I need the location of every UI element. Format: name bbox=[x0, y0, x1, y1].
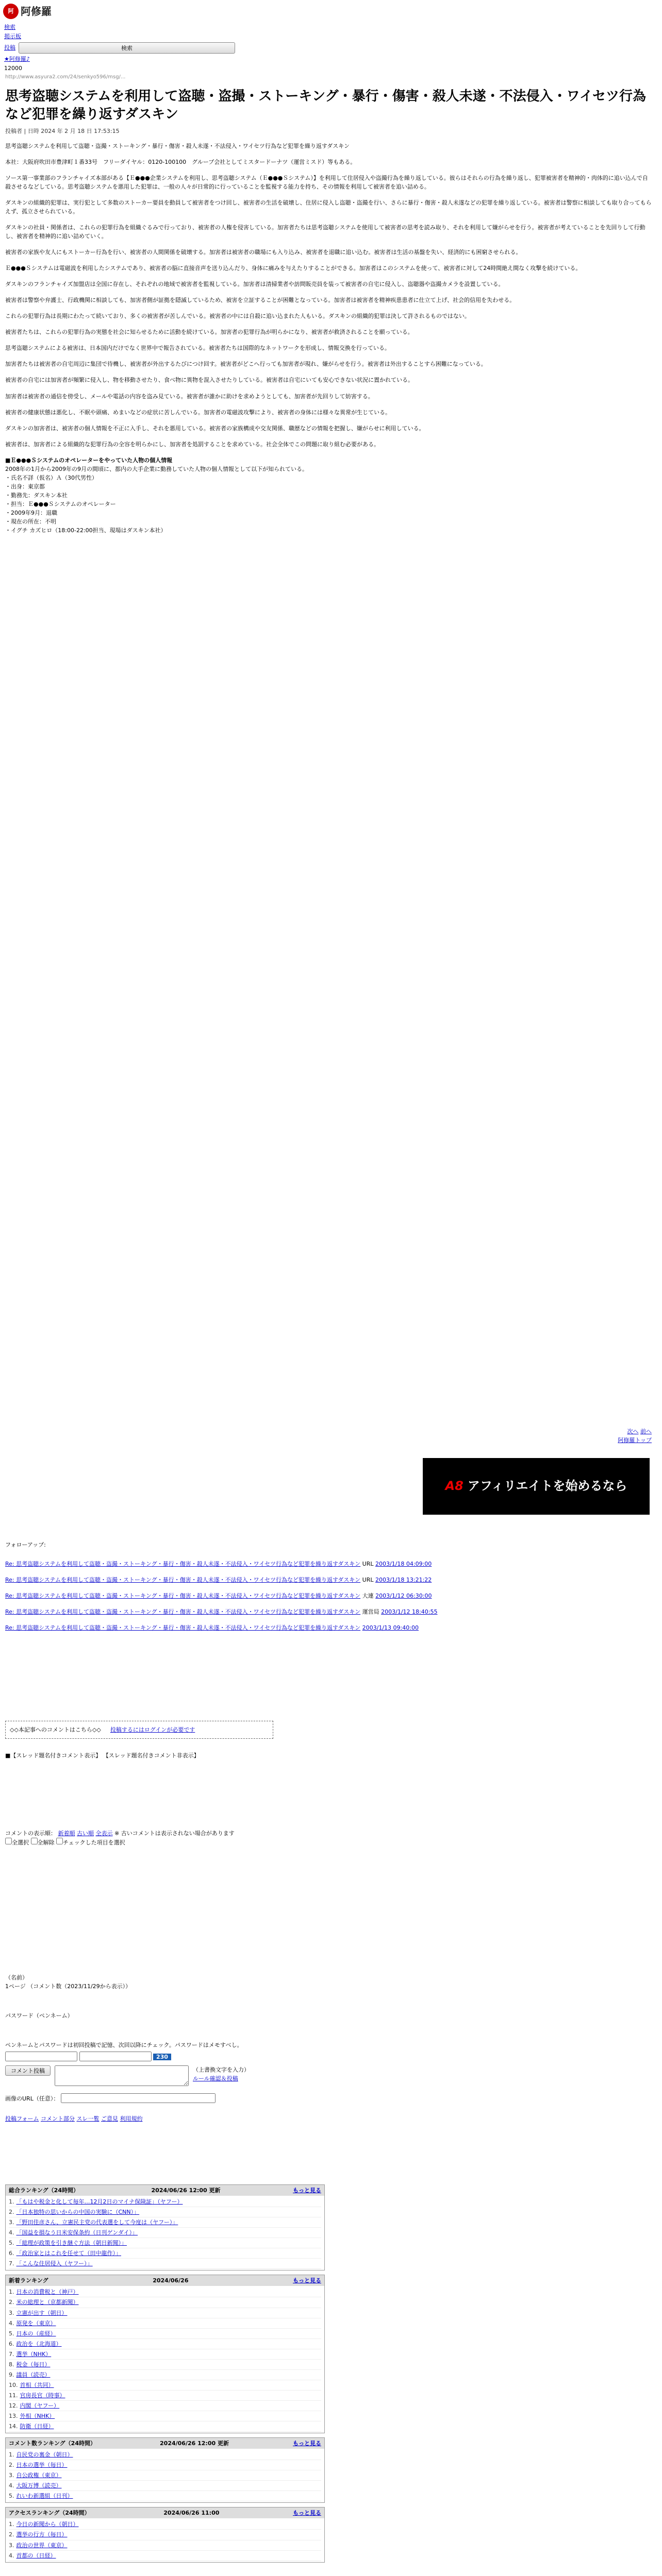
comment-submit-button[interactable]: コメント投稿 bbox=[5, 2065, 51, 2076]
header-link-board[interactable]: 掲示板 bbox=[4, 33, 21, 40]
rank-head bbox=[6, 2185, 324, 2196]
rank-item[interactable]: 3. 自公政権（東京） bbox=[9, 2470, 321, 2481]
rank-item[interactable]: 12. 内閣（ヤフー） bbox=[9, 2401, 321, 2411]
pw-label: パスワード（ペンネーム） bbox=[5, 2012, 73, 2020]
rank-item[interactable]: 11. 官房長官（時事） bbox=[9, 2391, 321, 2401]
comment-section bbox=[5, 1721, 657, 1760]
url-line: http://www.asyura2.com/24/senkyo596/msg/... bbox=[5, 74, 126, 80]
rank-item[interactable]: 9. 議員（読売） bbox=[9, 2370, 321, 2380]
top-search-button[interactable]: 検索 bbox=[19, 42, 235, 54]
follow-item bbox=[5, 1607, 657, 1616]
follow-item bbox=[5, 1623, 657, 1632]
form-link[interactable]: コメント部分 bbox=[40, 2115, 75, 2123]
nav-area bbox=[0, 1427, 662, 1445]
rank-item[interactable]: 2. 米の総理と（京都新聞） bbox=[9, 2297, 321, 2308]
follow-date[interactable]: 2003/1/18 13:21:22 bbox=[375, 1577, 432, 1584]
article-para: 本社：大阪府吹田市豊津町１番33号 フリーダイヤル：0120-100100 グループ会社としてミスタードーナツ（運営ミスド）等もある。 bbox=[5, 158, 356, 165]
rank-title: アクセスランキング（24時間） bbox=[9, 2510, 90, 2517]
checkbox-label: チェックした項目を選択 bbox=[63, 1839, 125, 1846]
prev-link[interactable]: 前へ bbox=[640, 1428, 652, 1435]
follow-author: 運営局 bbox=[362, 1608, 379, 1616]
options-row bbox=[5, 1829, 657, 1838]
rank-item[interactable]: 5. 「総理が政策を引き継ぐ方法（朝日新聞）」 bbox=[9, 2238, 321, 2248]
rank-item[interactable]: 6. 政治を（北海道） bbox=[9, 2339, 321, 2349]
option-old[interactable]: 古い順 bbox=[77, 1830, 94, 1837]
name-label: （名前） bbox=[5, 1974, 28, 1981]
follow-section bbox=[5, 1540, 657, 1639]
rank-item[interactable]: 5. 日本の（産経） bbox=[9, 2329, 321, 2339]
article-para: 被害者の自宅には加害者が頻繁に侵入し、物を移動させたり、食べ物に異物を混入させたりしている。被害者は自宅にいても安心できない状況に置かれている。 bbox=[5, 377, 413, 384]
option-note: ※ 古いコメントは表示されない場合があります bbox=[114, 1830, 235, 1837]
event-line: ・勤務先：ダスキン本社 bbox=[5, 492, 68, 499]
rank-item[interactable]: 3. 政治の世界（東京） bbox=[9, 2540, 321, 2551]
rank-item[interactable]: 14. 防衛（日経） bbox=[9, 2421, 321, 2432]
rank-item[interactable]: 4. 「国益を損なう日米安保条約（日刊ゲンダイ）」 bbox=[9, 2228, 321, 2238]
rank-item[interactable]: 7. 選挙（NHK） bbox=[9, 2349, 321, 2360]
rank-head bbox=[6, 2507, 324, 2518]
header-link-search[interactable]: 検索 bbox=[4, 24, 15, 31]
header-links bbox=[0, 23, 662, 32]
form-link[interactable]: 投稿フォーム bbox=[5, 2115, 39, 2123]
checkbox-row bbox=[5, 1838, 657, 1847]
rank-item[interactable]: 4. 原発を（東京） bbox=[9, 2318, 321, 2329]
logo-bar bbox=[0, 0, 662, 23]
ad-text: アフィリエイトを始めるなら bbox=[467, 1479, 627, 1494]
follow-link[interactable]: Re: 思考盗聴システムを利用して盗聴・盗撮・ストーキング・暴行・傷害・殺人未遂・不法侵入・ワイセツ行為など犯罪を繰り返すダスキン bbox=[5, 1592, 361, 1600]
breadcrumb[interactable]: ★阿修羅♪ bbox=[4, 56, 30, 63]
follow-date[interactable]: 2003/1/13 09:40:00 bbox=[362, 1624, 419, 1632]
follow-date[interactable]: 2003/1/12 18:40:55 bbox=[381, 1608, 438, 1616]
sub-row bbox=[0, 64, 662, 73]
event-line: ・現在の所在：不明 bbox=[5, 518, 56, 526]
name-row bbox=[5, 1973, 657, 1982]
article-para: 思考盗聴システムを利用して盗聴・盗撮・ストーキング・暴行・傷害・殺人未遂・不法侵入・ワイセツ行為など犯罪を繰り返すダスキン bbox=[5, 142, 350, 149]
rank-box-comments bbox=[5, 2437, 325, 2503]
pw-inputs bbox=[5, 2052, 657, 2061]
post-meta: 投稿者 | 日時 2024 年 2 月 18 日 17:53:15 bbox=[5, 127, 120, 134]
rank-item[interactable]: 1. 日本の消費税と（神戸） bbox=[9, 2287, 321, 2297]
rank-updated: 2024/06/26 12:00 更新 bbox=[151, 2187, 221, 2194]
next-link[interactable]: 次へ bbox=[627, 1428, 639, 1435]
article-body bbox=[0, 142, 657, 535]
follow-date[interactable]: 2003/1/12 06:30:00 bbox=[375, 1592, 432, 1600]
nav-links bbox=[0, 1427, 662, 1445]
follow-link[interactable]: Re: 思考盗聴システムを利用して盗聴・盗撮・ストーキング・暴行・傷害・殺人未遂・不法侵入・ワイセツ行為など犯罪を繰り返すダスキン bbox=[5, 1608, 361, 1616]
article-para: ソース第一事業部のフランチャイズ本部がある【Ｅ●●●企業システムを利用し、思考盗聴システム（Ｅ●●●Ｓシステム）】を利用して住居侵入や盗撮行為を繰り返している。彼らはそれらの行為を繰り返し、犯罪被害者を精神的・肉体的に追い込んで自殺させるなどしている。思考盗聴システムを悪用した犯罪は、一般の人々が日常的に行っていることを監視する能力を持ち、その情報を利用して被害者を追い詰める。 bbox=[5, 174, 648, 190]
follow-link[interactable]: Re: 思考盗聴システムを利用して盗聴・盗撮・ストーキング・暴行・傷害・殺人未遂・不法侵入・ワイセツ行為など犯罪を繰り返すダスキン bbox=[5, 1577, 361, 1584]
count-value: 1ページ bbox=[5, 1983, 26, 1990]
home-link[interactable]: 阿修羅トップ bbox=[618, 1437, 652, 1444]
form-link[interactable]: 利用規約 bbox=[120, 2115, 143, 2123]
rank-item[interactable]: 4. 大阪万博（読売） bbox=[9, 2481, 321, 2491]
option-all[interactable]: 全表示 bbox=[95, 1830, 113, 1837]
pw-row bbox=[5, 2011, 657, 2020]
follow-author: 大連 bbox=[362, 1592, 374, 1600]
password-input[interactable] bbox=[79, 2052, 152, 2061]
follow-date[interactable]: 2003/1/18 04:09:00 bbox=[375, 1561, 432, 1568]
article-para: 被害者は、加害者による組織的な犯罪行為の全容を明らかにし、加害者を処罰することを求めている。社会全体でこの問題に取り組む必要がある。 bbox=[5, 440, 379, 448]
rank-item[interactable]: 3. 「野田佳彦さん、立憲民主党の代表選をして今度は（ヤフー）」 bbox=[9, 2217, 321, 2228]
event-line: ・担当：Ｅ●●●Ｓシステムのオペレーター bbox=[5, 500, 116, 507]
sub-count: 12000 bbox=[4, 65, 22, 72]
rank-box-overall bbox=[5, 2184, 325, 2270]
events-block bbox=[5, 456, 652, 535]
follow-author: URL bbox=[362, 1577, 374, 1584]
rank-more[interactable]: もっと見る bbox=[293, 2187, 321, 2194]
rank-item[interactable]: 1. 今日の新聞から（朝日） bbox=[9, 2519, 321, 2530]
comment-textarea[interactable] bbox=[55, 2065, 189, 2086]
follow-link[interactable]: Re: 思考盗聴システムを利用して盗聴・盗撮・ストーキング・暴行・傷害・殺人未遂・不法侵入・ワイセツ行為など犯罪を繰り返すダスキン bbox=[5, 1561, 361, 1568]
ad-mark: A8 bbox=[445, 1479, 464, 1494]
deselect-checkbox[interactable] bbox=[31, 1838, 38, 1844]
checked-items-checkbox[interactable] bbox=[56, 1838, 63, 1844]
event-line: ・2009年9月：退職 bbox=[5, 510, 57, 516]
event-line: ・イグチ カズヒロ（18:00-22:00担当、現場はダスキン本社） bbox=[5, 527, 167, 534]
page-title: 思考盗聴システムを利用して盗聴・盗撮・ストーキング・暴行・傷害・殺人未遂・不法侵入・ワイセツ行為など犯罪を繰り返すダスキン bbox=[5, 88, 647, 122]
article-para: 被害者の健康状態は悪化し、不眠や頭痛、めまいなどの症状に苦しんでいる。加害者の電磁波攻撃により、被害者の身体には様々な異常が生じている。 bbox=[5, 409, 391, 416]
article-para: ダスキンの組織的犯罪は、実行犯として多数のストーカー要員を動員して被害者をつけ回し、被害者の生活を破壊し、住居に侵入し盗聴・盗撮を行い、さらに暴行・傷害・殺人未遂などの犯罪を繰り返している。被害者は警察に相談しても取り合ってもらえず、孤立させられている。 bbox=[5, 199, 652, 215]
event-line: ■Ｅ●●●Ｓシステムのオペレーターをやっていた人物の個人情報 bbox=[5, 456, 173, 464]
image-url-input[interactable] bbox=[61, 2093, 216, 2103]
rules-preview-link[interactable]: ルール確認＆投稿 bbox=[193, 2075, 238, 2082]
submit-row bbox=[5, 2065, 657, 2086]
rank-box-new bbox=[5, 2275, 325, 2433]
article-para: これらの犯罪行為は長期にわたって続いており、多くの被害者が苦しんでいる。被害者の中には自殺に追い込まれた人もいる。ダスキンの組織的犯罪は決して許されるものではない。 bbox=[5, 313, 470, 320]
options-label: コメントの表示順： bbox=[5, 1830, 56, 1837]
pw-note: ペンネームとパスワードは初回投稿で記憶、次回以降にチェック。パスワードはメモすべし。 bbox=[5, 2042, 243, 2049]
article-para: 思考盗聴システムによる被害は、日本国内だけでなく世界中で報告されている。被害者たちは国際的なネットワークを形成し、情報交換を行っている。 bbox=[5, 345, 390, 352]
rank-updated: 2024/06/26 11:00 bbox=[163, 2510, 220, 2517]
header-row-2 bbox=[0, 32, 662, 41]
rank-head bbox=[6, 2275, 324, 2286]
rank-item[interactable]: 10. 首相（共同） bbox=[9, 2380, 321, 2391]
rank-head bbox=[6, 2438, 324, 2449]
comment-box-left: ◇◇本記事へのコメントはこちら◇◇ bbox=[10, 1726, 101, 1733]
checkbox-label: 全解除 bbox=[37, 1839, 55, 1846]
comment-dotbox bbox=[5, 1721, 273, 1739]
rank-updated: 2024/06/26 bbox=[153, 2277, 189, 2284]
rank-item[interactable]: 2. 日本の選挙（毎日） bbox=[9, 2460, 321, 2470]
ad-banner[interactable] bbox=[423, 1458, 650, 1515]
site-logo[interactable] bbox=[3, 4, 52, 20]
follow-link[interactable]: Re: 思考盗聴システムを利用して盗聴・盗撮・ストーキング・暴行・傷害・殺人未遂・不法侵入・ワイセツ行為など犯罪を繰り返すダスキン bbox=[5, 1624, 361, 1632]
breadcrumb-row bbox=[0, 55, 662, 64]
options-section bbox=[5, 1829, 657, 1847]
follow-item bbox=[5, 1560, 657, 1568]
rank-item[interactable]: 4. 首都の（日経） bbox=[9, 2551, 321, 2561]
rank-title: 新着ランキング bbox=[9, 2277, 48, 2284]
rank-title: コメント数ランキング（24時間） bbox=[9, 2440, 96, 2447]
thread-note[interactable]: ■【スレッド題名付きコメント表示】 【スレッド題名付きコメント非表示】 bbox=[5, 1752, 200, 1759]
logo-text: 阿修羅 bbox=[21, 5, 52, 18]
rankings bbox=[5, 2184, 325, 2567]
article-para: ダスキンのフランチャイズ加盟店は全国に存在し、それぞれの地域で被害者を監視している。加害者は清掃業者や訪問販売員を装って被害者の自宅に侵入し、盗聴器や盗撮カメラを設置している。 bbox=[5, 281, 504, 288]
article-para: 被害者たちは、これらの犯罪行為の実態を社会に知らせるために活動を続けている。加害者の犯罪行為が明らかになり、被害者が救済されることを願っている。 bbox=[5, 329, 413, 336]
rank-more[interactable]: もっと見る bbox=[292, 2510, 321, 2517]
rank-item[interactable]: 8. 税金（毎日） bbox=[9, 2360, 321, 2370]
checkbox-label: 全選択 bbox=[12, 1839, 29, 1846]
event-line: ・出身：東京都 bbox=[5, 483, 45, 490]
url-row bbox=[5, 2093, 657, 2103]
rank-updated: 2024/06/26 12:00 更新 bbox=[160, 2440, 229, 2447]
penname-input[interactable] bbox=[5, 2052, 77, 2061]
rank-title: 総合ランキング（24時間） bbox=[9, 2187, 79, 2194]
rank-box-access bbox=[5, 2507, 325, 2562]
follow-heading: フォローアップ: bbox=[5, 1541, 46, 1548]
comment-box-right[interactable]: 投稿するにはログインが必要です bbox=[110, 1726, 195, 1733]
rank-item[interactable]: 13. 外相（NHK） bbox=[9, 2411, 321, 2421]
rank-item[interactable]: 7. 「こんな住居侵入（ヤフー）」 bbox=[9, 2259, 321, 2269]
search-row bbox=[0, 41, 662, 55]
count-label: （コメント数（2023/11/29から表示）） bbox=[27, 1983, 131, 1990]
article-para: 加害者たちは被害者の自宅周辺に集団で待機し、被害者が外出するたびにつけ回す。被害者がどこへ行っても加害者が現れ、嫌がらせを行う。被害者は外出することすら困難になっている。 bbox=[5, 361, 487, 368]
article-para: ダスキンの社員・関係者は、これらの犯罪行為を組織ぐるみで行っており、被害者の人権を侵害している。加害者たちは思考盗聴システムを使用して被害者の思考を読み取り、それを利用して嫌がらせを行う。被害者が考えていることを先回りして行動し、被害者を精神的に追い詰めていく。 bbox=[5, 224, 646, 240]
article-para: Ｅ●●●Ｓシステムは電磁波を利用したシステムであり、被害者の脳に直接音声を送り込んだり、身体に痛みを与えたりすることができる。加害者はこのシステムを使って、被害者に対して24時間絶え間なく攻撃を続けている。 bbox=[5, 265, 582, 272]
logo-mark-icon: 阿 bbox=[3, 4, 19, 19]
form-link[interactable]: ご意見 bbox=[101, 2115, 118, 2123]
follow-item bbox=[5, 1591, 657, 1600]
event-line: 2008年の1月から2009年の9月の間頃に、都内の大手企業に勤務していた人物の個人情報として以下が知られている。 bbox=[5, 465, 308, 472]
rank-item[interactable]: 2. 「日本独特の思いからの中国の実験に（CNN）」 bbox=[9, 2207, 321, 2217]
article-para: 加害者は被害者の通信を傍受し、メールや電話の内容を盗み見ている。被害者が誰かに助けを求めようとしても、加害者が先回りして妨害する。 bbox=[5, 393, 374, 400]
form-links bbox=[5, 2114, 657, 2123]
rank-item[interactable]: 1. 自民党の裏金（朝日） bbox=[9, 2450, 321, 2460]
rank-more[interactable]: もっと見る bbox=[293, 2440, 321, 2447]
rank-item[interactable]: 2. 選挙の行方（毎日） bbox=[9, 2530, 321, 2540]
follow-item bbox=[5, 1575, 657, 1584]
article-para: 被害者は警察や弁護士、行政機関に相談しても、加害者側が証拠を隠滅しているため、被害を立証することが困難となっている。加害者は被害者を精神疾患患者に仕立て上げ、社会的信用を失わせる。 bbox=[5, 297, 516, 304]
form-link[interactable]: スレ一覧 bbox=[76, 2115, 100, 2123]
counter-badge: 230 bbox=[153, 2054, 171, 2060]
post-form bbox=[5, 1973, 657, 2123]
counter-label: （上書換文字を入力） bbox=[193, 2066, 250, 2074]
rank-more[interactable]: もっと見る bbox=[293, 2277, 321, 2284]
count-row bbox=[5, 1982, 657, 1991]
option-new[interactable]: 新着順 bbox=[58, 1830, 75, 1837]
rank-item[interactable]: 6. 「政治家とはこれを任せて（田中龍作）」 bbox=[9, 2248, 321, 2259]
url-label: 画像のURL（任意）： bbox=[5, 2095, 59, 2103]
rank-item[interactable]: 3. 立憲が出す（朝日） bbox=[9, 2308, 321, 2318]
event-line: ・氏名不詳（仮名）Ａ（30代男性） bbox=[5, 474, 97, 481]
follow-author: URL bbox=[362, 1561, 374, 1568]
article-para: 被害者の家族や友人にもストーカー行為を行い、被害者の人間関係を破壊する。加害者は被害者の職場にも入り込み、被害者を退職に追い込む。被害者は生活の基盤を失い、経済的にも困窮させられる。 bbox=[5, 249, 522, 256]
rank-item[interactable]: 5. れいわ新選組（日刊） bbox=[9, 2491, 321, 2501]
rank-item[interactable]: 1. 「もはや税金と化して毎年…12月2日のマイナ保険証」（ヤフー） bbox=[9, 2197, 321, 2207]
select-all-checkbox[interactable] bbox=[5, 1838, 12, 1844]
header-link-post[interactable]: 投稿 bbox=[4, 44, 15, 52]
article-para: ダスキンの加害者は、被害者の個人情報を不正に入手し、それを悪用している。被害者の家族構成や交友関係、職歴などの情報を把握し、嫌がらせに利用している。 bbox=[5, 425, 425, 432]
